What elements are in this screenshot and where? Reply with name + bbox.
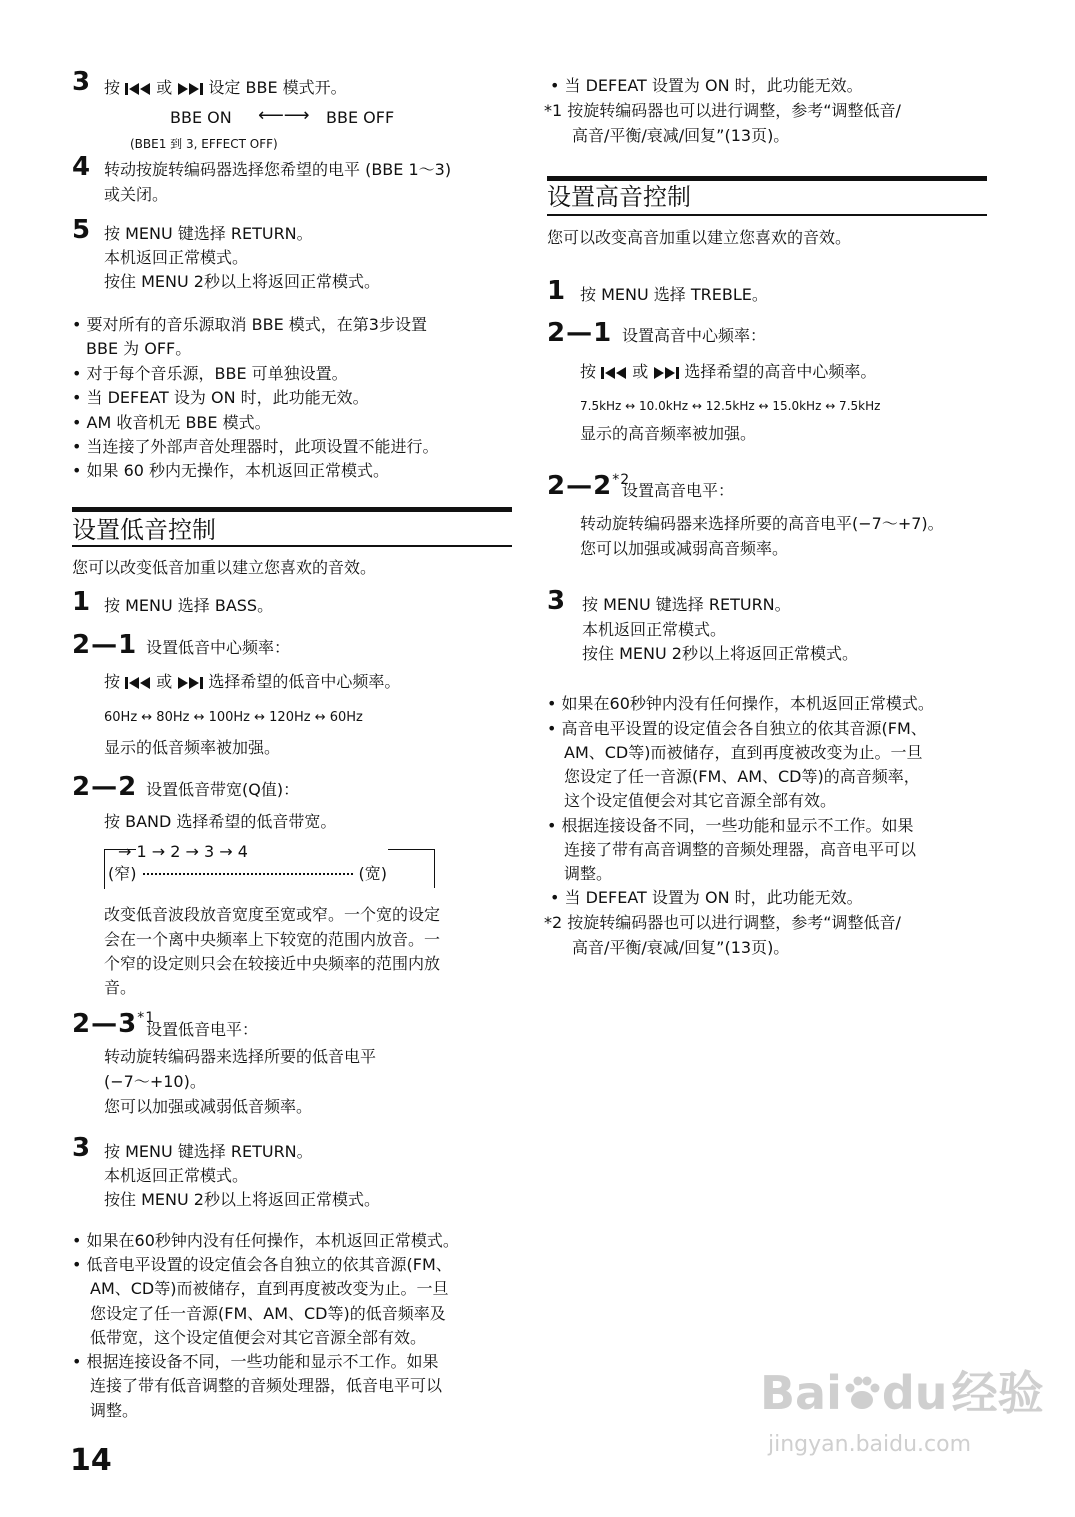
bbe-off-label: BBE OFF <box>326 108 395 127</box>
bass-step-1: 按 MENU 选择 BASS。 <box>104 596 274 615</box>
step-number: 1 <box>547 276 567 306</box>
bass-level-line: 转动旋转编码器来选择所要的低音电平 <box>104 1047 377 1066</box>
footnote-mark: *2 <box>612 472 631 488</box>
step-number: 2—1 <box>72 630 138 660</box>
treble-intro: 您可以改变高音加重以建立您喜欢的音效。 <box>547 228 852 247</box>
treble-section-title: 设置高音控制 <box>547 183 691 211</box>
bbe-toggle-arrow: ⟵⟶ <box>258 105 310 126</box>
note-line: • 根据连接设备不同，一些功能和显示不工作。如果 <box>72 1352 439 1371</box>
note-line: • 根据连接设备不同，一些功能和显示不工作。如果 <box>547 816 914 835</box>
text-press: 按 <box>104 78 121 97</box>
bass-intro: 您可以改变低音加重以建立您喜欢的音效。 <box>72 558 377 577</box>
band-dotted-line <box>143 873 353 875</box>
note-line: • 要对所有的音乐源取消 BBE 模式，在第3步设置 <box>72 315 427 334</box>
note-line: • 如果在60秒钟内没有任何操作，本机返回正常模式。 <box>547 694 934 713</box>
note-line: 调整。 <box>90 1401 139 1420</box>
next-track-icon <box>653 362 679 381</box>
note-line: AM、CD等)而被储存，直到再度被改变为止。一旦 <box>90 1279 449 1298</box>
note-line: 调整。 <box>564 864 613 883</box>
note-line: 这个设定值便会对其它音源全部有效。 <box>564 791 837 810</box>
text-press: 按 <box>580 362 597 381</box>
bass-level-line: 您可以加强或减弱低音频率。 <box>104 1097 313 1116</box>
step-number <box>547 471 631 501</box>
band-diagram-right-edge <box>388 849 435 888</box>
note-line: 连接了带有高音调整的音频处理器，高音电平可以 <box>564 840 917 859</box>
step-4-line: 或关闭。 <box>104 185 169 204</box>
footnote-mark: *1 <box>137 1010 156 1026</box>
text-set-bbe: 设定 BBE 模式开。 <box>208 78 347 97</box>
bass-step-2-1-title: 设置低音中心频率： <box>146 638 291 657</box>
note-line: • 如果 60 秒内无操作，本机返回正常模式。 <box>72 461 390 480</box>
step-number-text: 2—2 <box>547 471 613 501</box>
text-or: 或 <box>156 672 173 691</box>
next-track-icon <box>177 672 203 691</box>
text-select-freq: 选择希望的低音中心频率。 <box>208 672 401 691</box>
prev-track-icon <box>125 78 151 97</box>
text-select-freq: 选择希望的高音中心频率。 <box>684 362 877 381</box>
footnote-line: 高音/平衡/衰减/回复”(13页)。 <box>572 938 790 957</box>
note-line: • AM 收音机无 BBE 模式。 <box>72 413 271 432</box>
step-number: 3 <box>72 1133 92 1163</box>
band-wide-label: (宽) <box>358 864 387 883</box>
footnote-line: 高音/平衡/衰减/回复”(13页)。 <box>572 126 790 145</box>
bass-band-instruction: 按 BAND 选择希望的低音带宽。 <box>104 812 337 831</box>
note-line: • 当 DEFEAT 设为 ON 时，此功能无效。 <box>72 388 369 407</box>
next-track-icon <box>177 78 203 97</box>
note-line: AM、CD等)而被储存，直到再度被改变为止。一旦 <box>564 743 923 762</box>
watermark-du: du <box>881 1366 948 1420</box>
treble-step-3-line: 本机返回正常模式。 <box>582 620 727 639</box>
text-or: 或 <box>632 362 649 381</box>
note-line: 低带宽，这个设定值便会对其它音源全部有效。 <box>90 1328 427 1347</box>
note-line: BBE 为 OFF。 <box>86 339 192 358</box>
step-number: 4 <box>72 152 92 182</box>
footnote-line: *1 按旋转编码器也可以进行调整，参考“调整低音/ <box>544 101 901 120</box>
note-line: 您设定了任一音源(FM、AM、CD等)的低音频率及 <box>90 1304 446 1323</box>
section-rule-thick <box>547 176 987 181</box>
step-number: 2—2 <box>72 772 138 802</box>
bass-freq-sequence: 60Hz ↔ 80Hz ↔ 100Hz ↔ 120Hz ↔ 60Hz <box>104 710 363 725</box>
step-number-text: 2—3 <box>72 1009 138 1039</box>
treble-freq-sequence: 7.5kHz ↔ 10.0kHz ↔ 12.5kHz ↔ 15.0kHz ↔ 7.5kHz <box>580 399 881 413</box>
section-rule-thick <box>72 507 512 512</box>
watermark-cn: 经验 <box>951 1366 1044 1420</box>
bass-freq-result: 显示的低音频率被加强。 <box>104 738 281 757</box>
watermark-brand: Bai <box>760 1366 842 1420</box>
bass-step-2-2-title: 设置低音带宽(Q值)： <box>146 780 300 799</box>
section-rule-thin <box>72 545 512 547</box>
step-3-instruction <box>104 76 347 100</box>
note-line: • 当连接了外部声音处理器时，此项设置不能进行。 <box>72 437 439 456</box>
step-number: 5 <box>72 215 92 245</box>
bbe-on-label: BBE ON <box>170 108 232 127</box>
treble-step-3-line: 按住 MENU 2秒以上将返回正常模式。 <box>582 644 858 663</box>
step-number: 3 <box>72 67 92 97</box>
step-number: 2—1 <box>547 318 613 348</box>
band-paragraph-line: 会在一个离中央频率上下较宽的范围内放音。一 <box>104 930 441 949</box>
band-diagram-left-edge <box>104 849 105 889</box>
note-line: • 低音电平设置的设定值会各自独立的依其音源(FM、 <box>72 1255 452 1274</box>
step-5-line: 本机返回正常模式。 <box>104 248 249 267</box>
paw-icon <box>842 1366 882 1420</box>
text-press: 按 <box>104 672 121 691</box>
treble-step-2-1-title: 设置高音中心频率： <box>622 326 767 345</box>
note-line: 您设定了任一音源(FM、AM、CD等)的高音频率， <box>564 767 920 786</box>
treble-step-1: 按 MENU 选择 TREBLE。 <box>580 285 768 304</box>
band-paragraph-line: 改变低音波段放音宽度至宽或窄。一个宽的设定 <box>104 905 441 924</box>
bass-step-3-line: 本机返回正常模式。 <box>104 1166 249 1185</box>
baidu-watermark <box>760 1368 1044 1418</box>
bass-section-title: 设置低音控制 <box>72 516 216 544</box>
bass-step-3-line: 按住 MENU 2秒以上将返回正常模式。 <box>104 1190 380 1209</box>
watermark-url: jingyan.baidu.com <box>768 1432 972 1457</box>
bass-level-line: (−7～+10)。 <box>104 1072 206 1091</box>
step-4-line: 转动按旋转编码器选择您希望的电平 (BBE 1～3) <box>104 160 452 179</box>
footnote-line: *2 按旋转编码器也可以进行调整，参考“调整低音/ <box>544 913 901 932</box>
prev-track-icon <box>125 672 151 691</box>
step-5-line: 按住 MENU 2秒以上将返回正常模式。 <box>104 272 380 291</box>
prev-track-icon <box>601 362 627 381</box>
note-line: • 如果在60秒钟内没有任何操作，本机返回正常模式。 <box>72 1231 459 1250</box>
note-line: • 当 DEFEAT 设置为 ON 时，此功能无效。 <box>550 76 863 95</box>
bass-step-2-3-title: 设置低音电平： <box>146 1020 259 1039</box>
note-line: • 当 DEFEAT 设置为 ON 时，此功能无效。 <box>550 888 863 907</box>
band-paragraph-line: 音。 <box>104 978 137 997</box>
band-paragraph-line: 个窄的设定则只会在较接近中央频率的范围内放 <box>104 954 441 973</box>
note-line: 连接了带有低音调整的音频处理器，低音电平可以 <box>90 1376 443 1395</box>
treble-level-line: 转动旋转编码器来选择所要的高音电平(−7～+7)。 <box>580 514 944 533</box>
step-number <box>72 1009 156 1039</box>
band-narrow-label: (窄) <box>108 864 137 883</box>
note-line: • 高音电平设置的设定值会各自独立的依其音源(FM、 <box>547 719 927 738</box>
text-or: 或 <box>156 78 173 97</box>
treble-level-line: 您可以加强或减弱高音频率。 <box>580 539 789 558</box>
treble-freq-result: 显示的高音频率被加强。 <box>580 424 757 443</box>
bass-step-3-line: 按 MENU 键选择 RETURN。 <box>104 1142 313 1161</box>
step-number: 1 <box>72 587 92 617</box>
note-line: • 对于每个音乐源，BBE 可单独设置。 <box>72 364 348 383</box>
band-scale <box>108 862 387 886</box>
treble-step-3-line: 按 MENU 键选择 RETURN。 <box>582 595 791 614</box>
treble-freq-instruction <box>580 360 876 384</box>
bbe-note: (BBE1 到 3, EFFECT OFF) <box>130 137 278 151</box>
step-5-line: 按 MENU 键选择 RETURN。 <box>104 224 313 243</box>
page-number: 14 <box>70 1443 112 1478</box>
band-sequence: → 1 → 2 → 3 → 4 <box>118 842 248 861</box>
bass-freq-instruction <box>104 670 400 694</box>
treble-step-2-2-title: 设置高音电平： <box>622 481 735 500</box>
section-rule-thin <box>547 214 987 216</box>
step-number: 3 <box>547 586 567 616</box>
